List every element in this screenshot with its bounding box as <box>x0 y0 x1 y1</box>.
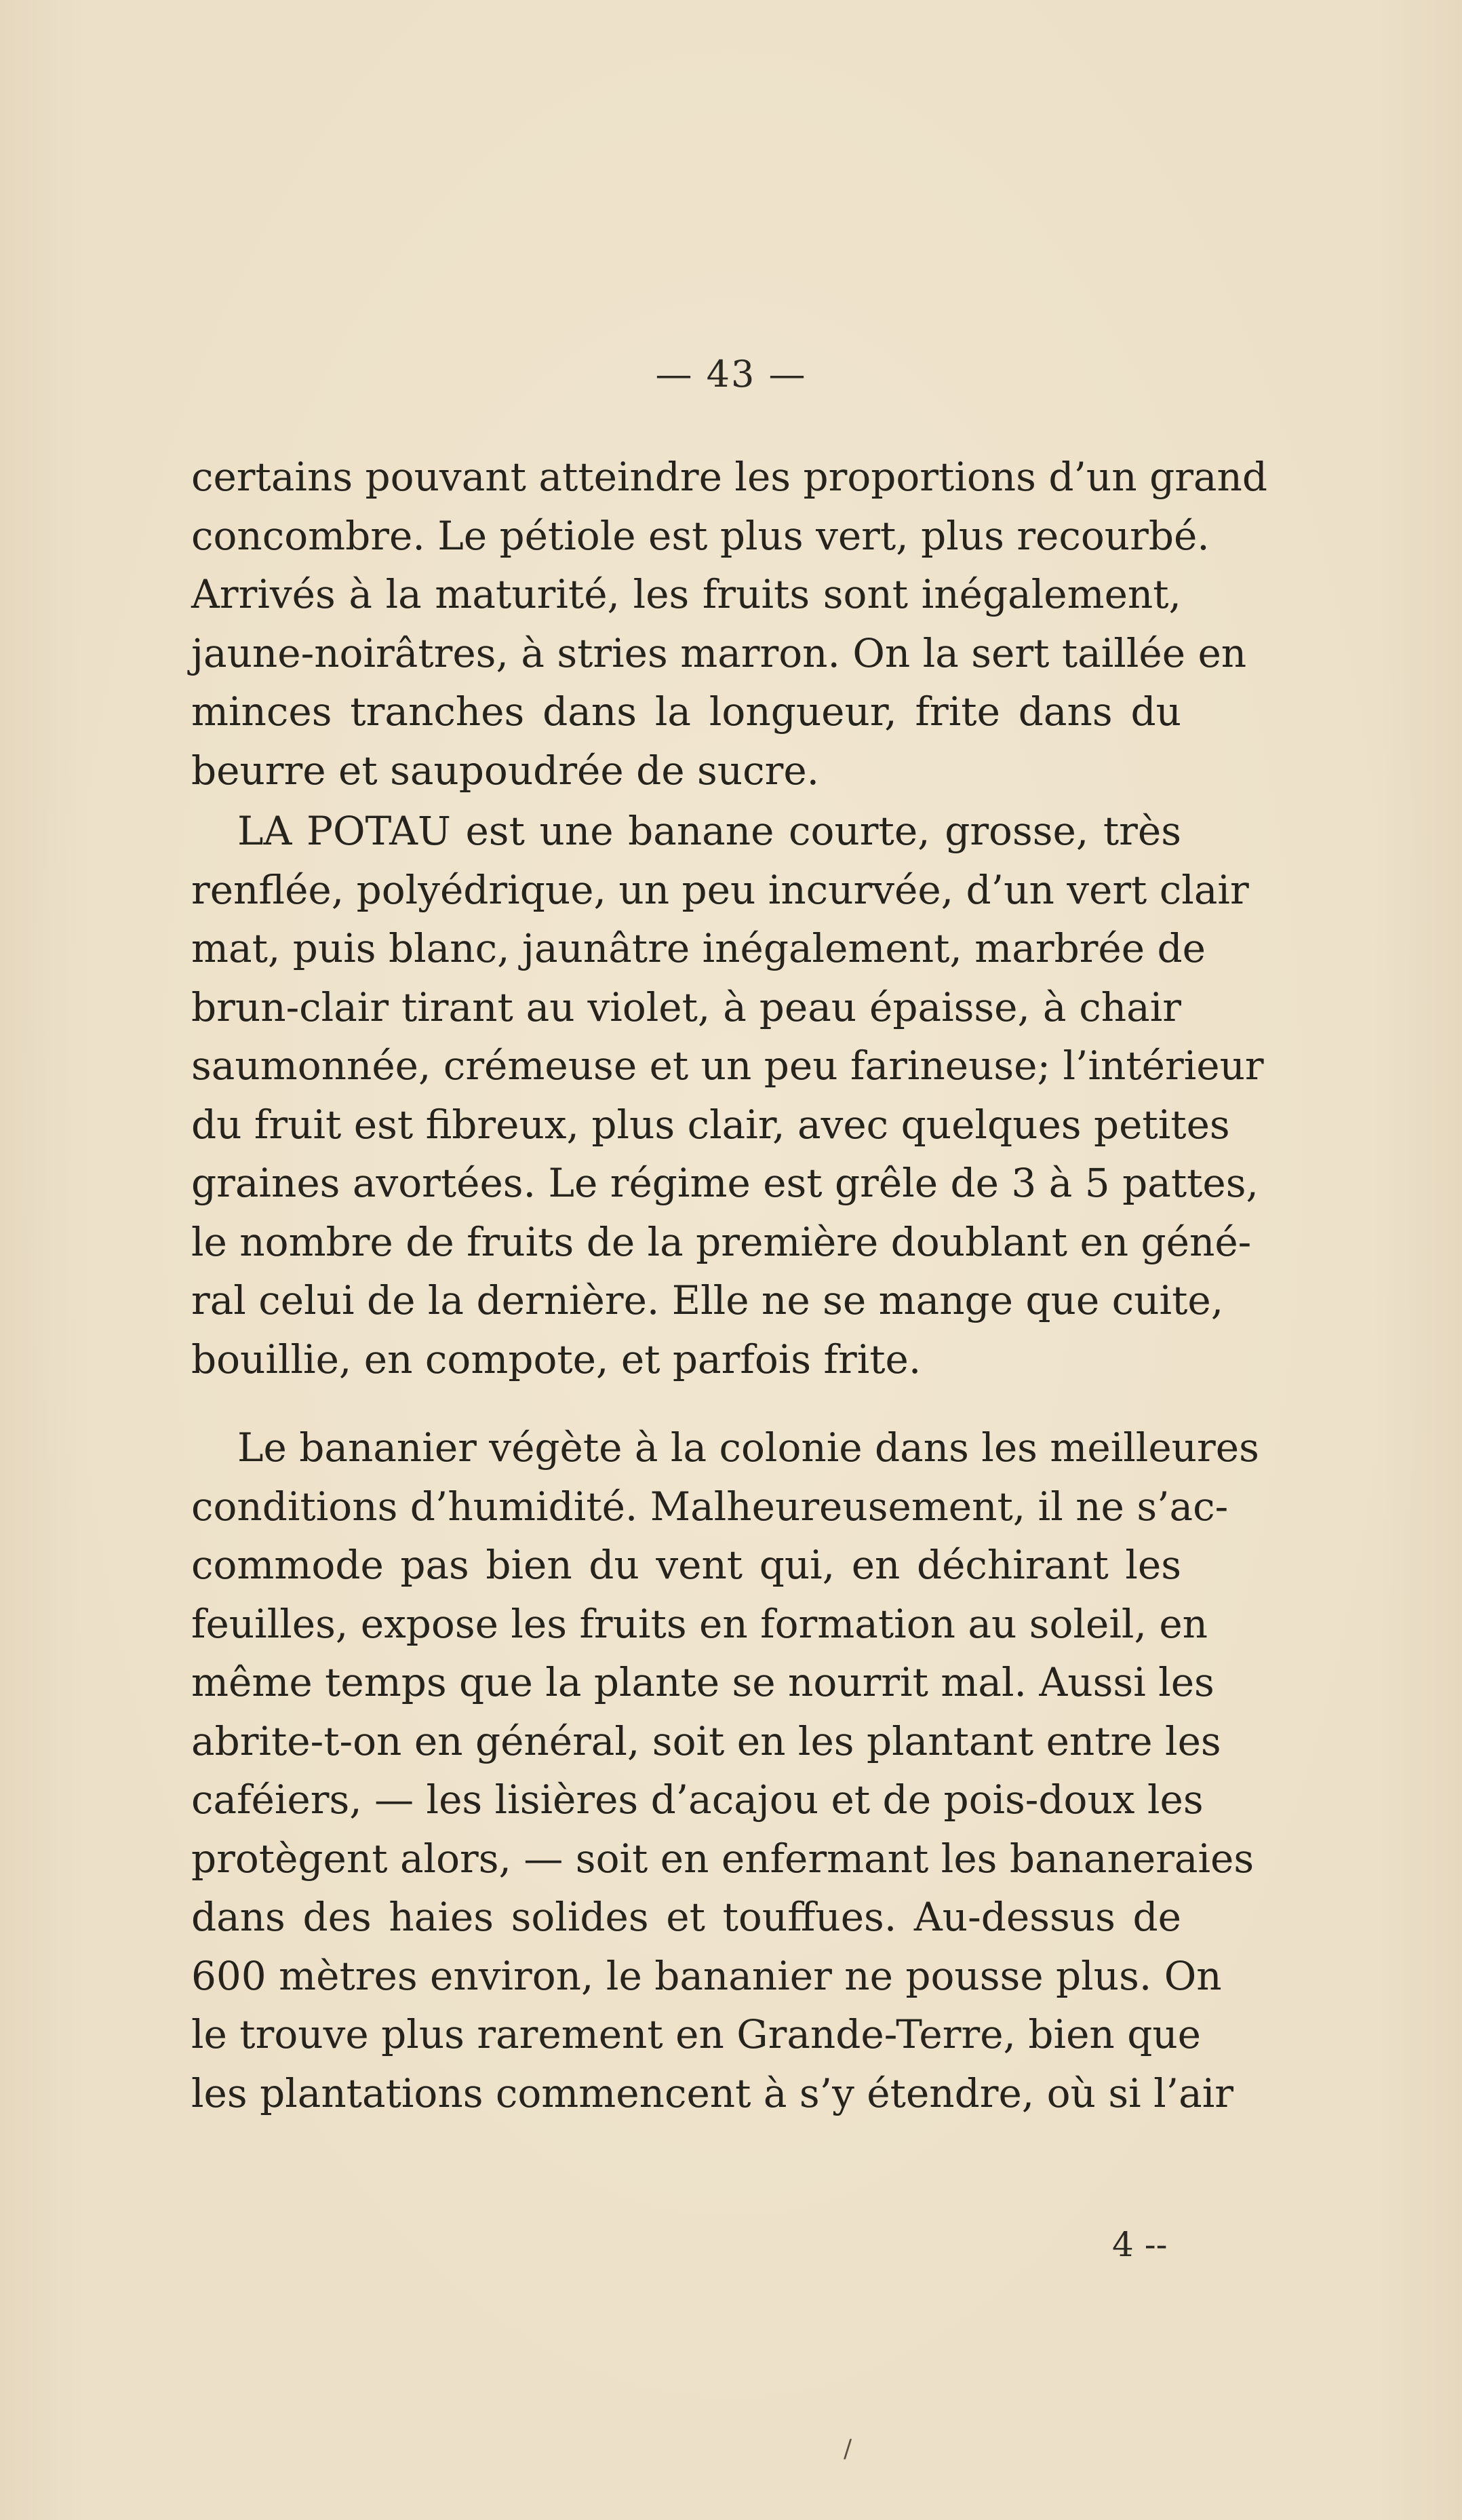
text-line: Arrivés à la maturité, les fruits sont inégalement, <box>191 571 1181 617</box>
text-line: minces tranches dans la longueur, frite dans du <box>191 689 1181 735</box>
text-line: protègent alors, — soit en enfermant les bananeraies <box>191 1835 1254 1882</box>
text-line: caféiers, — les lisières d’acajou et de pois-doux les <box>191 1777 1204 1823</box>
text-line: feuilles, expose les fruits en formation au soleil, en <box>191 1600 1208 1647</box>
text-line: conditions d’humidité. Malheureusement, il ne s’ac- <box>191 1483 1229 1530</box>
text-line: renflée, polyédrique, un peu incurvée, d’un vert clair <box>191 866 1249 913</box>
text-line: même temps que la plante se nourrit mal. Aussi les <box>191 1659 1214 1705</box>
text-line: beurre et saupoudrée de sucre. <box>191 747 820 794</box>
text-line: 600 mètres environ, le bananier ne pousse plus. On <box>191 1952 1222 1999</box>
signature-mark: 4 -- <box>1112 2225 1168 2264</box>
text-line: Le bananier végète à la colonie dans les meilleures <box>237 1424 1259 1471</box>
text-line: brun-clair tirant au violet, à peau épaisse, à chair <box>191 984 1181 1030</box>
bottom-mark: / <box>844 2435 852 2463</box>
paragraph-3 <box>191 1418 1259 2122</box>
text-line: le nombre de fruits de la première doublant en géné- <box>191 1218 1252 1265</box>
paragraph-2 <box>191 802 1264 1389</box>
text-line: mat, puis blanc, jaunâtre inégalement, marbrée de <box>191 925 1206 971</box>
text-line: jaune-noirâtres, à stries marron. On la sert taillée en <box>191 629 1247 676</box>
text-line: certains pouvant atteindre les proportions d’un grand <box>191 454 1267 500</box>
text-line: LA POTAU est une banane courte, grosse, très <box>237 808 1181 854</box>
text-line: le trouve plus rarement en Grande-Terre, bien que <box>191 2011 1201 2057</box>
paragraph-1 <box>191 448 1267 800</box>
text-line: saumonnée, crémeuse et un peu farineuse; l’intérieur <box>191 1043 1264 1089</box>
text-line: dans des haies solides et touffues. Au-dessus de <box>191 1894 1181 1940</box>
text-line: du fruit est fibreux, plus clair, avec quelques petites <box>191 1101 1230 1148</box>
text-line: concombre. Le pétiole est plus vert, plus recourbé. <box>191 512 1210 559</box>
text-line: graines avortées. Le régime est grêle de 3 à 5 pattes, <box>191 1160 1259 1206</box>
text-line: abrite-t-on en général, soit en les plantant entre les <box>191 1718 1221 1764</box>
text-line: bouillie, en compote, et parfois frite. <box>191 1336 922 1382</box>
page-number: — 43 — <box>655 353 807 395</box>
text-line: ral celui de la dernière. Elle ne se mange que cuite, <box>191 1277 1224 1323</box>
text-line: les plantations commencent à s’y étendre, où si l’air <box>191 2070 1233 2116</box>
text-line: commode pas bien du vent qui, en déchirant les <box>191 1542 1181 1588</box>
